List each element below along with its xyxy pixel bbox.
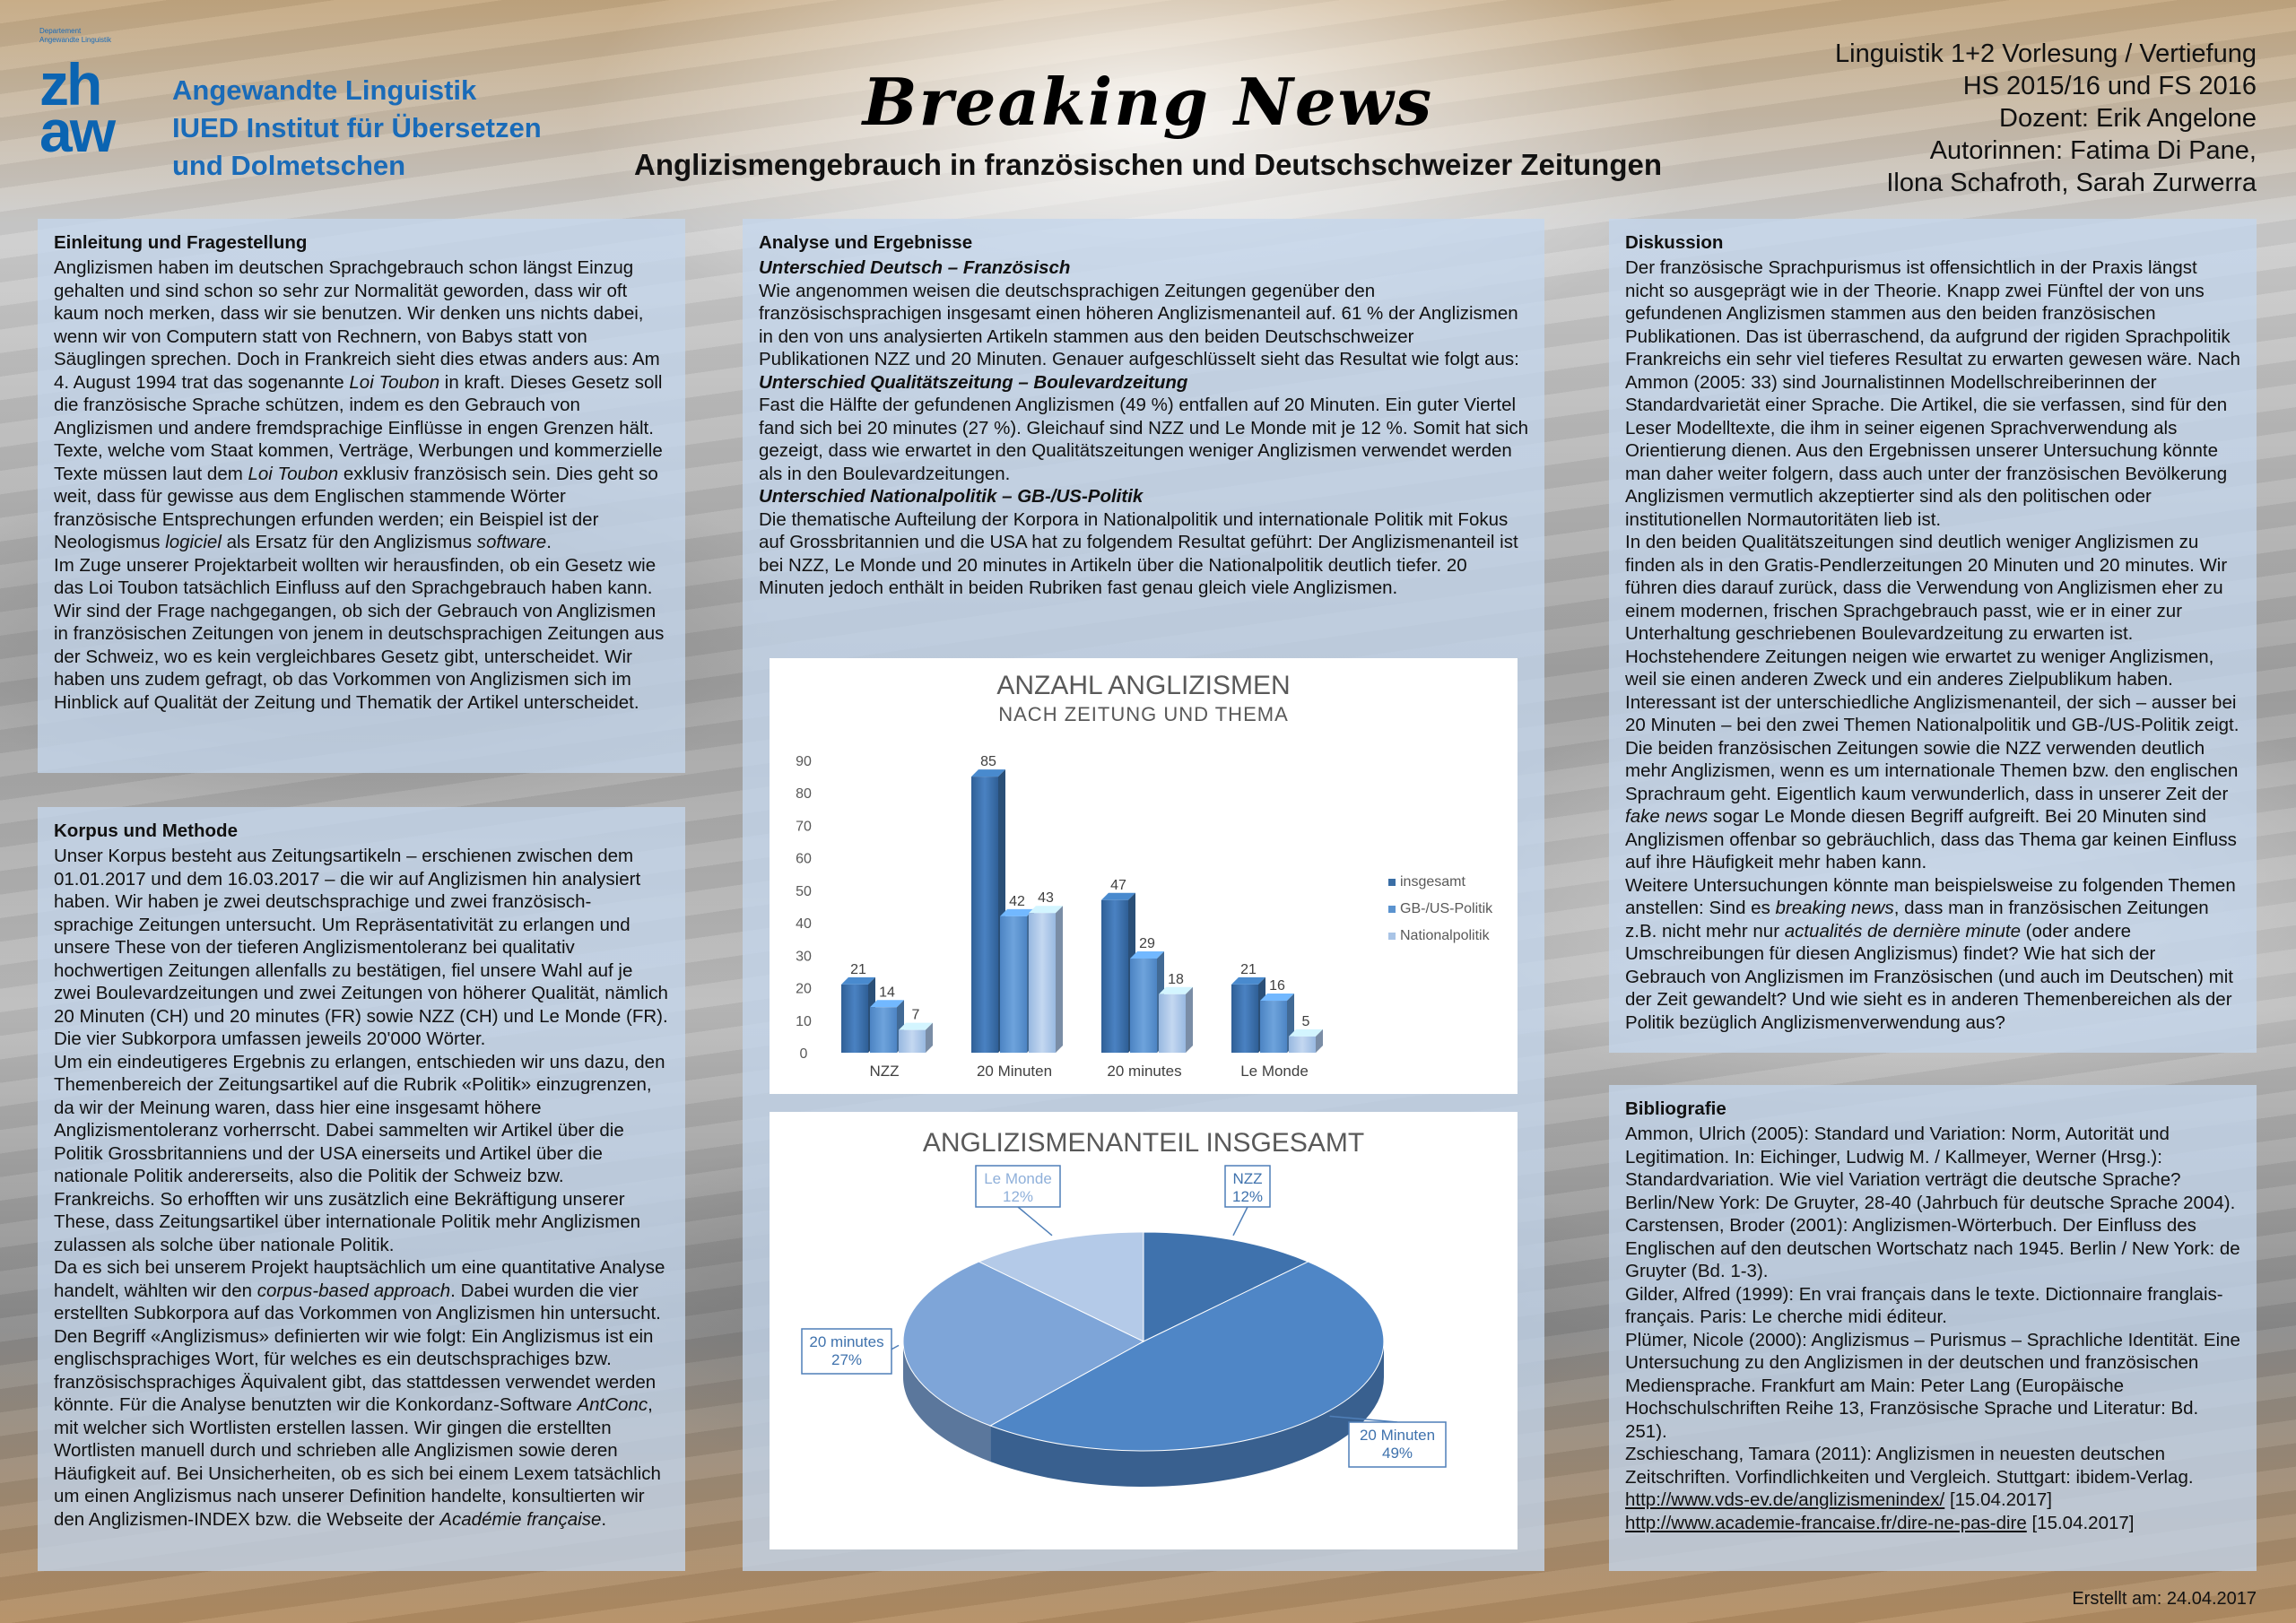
- x-category-label: NZZ: [869, 1063, 900, 1080]
- academie-francaise-link[interactable]: http://www.academie-francaise.fr/dire-ne-pas-dire: [1625, 1512, 2027, 1533]
- bar-front: [1101, 900, 1128, 1053]
- bar-side: [1186, 987, 1193, 1053]
- bar-front: [899, 1030, 926, 1053]
- poster-title: Breaking News: [862, 64, 1434, 140]
- bar-front: [971, 777, 998, 1053]
- y-tick-label: 60: [796, 851, 812, 867]
- bibliography-entry: Zschieschang, Tamara (2011): Anglizismen in neuesten deutschen Zeitschriften. Vorfindlichkeiten und Vergleich. Stuttgart: ibidem-Verlag.: [1625, 1444, 2194, 1488]
- callout-name: NZZ: [1232, 1170, 1263, 1187]
- bar-value-label: 47: [1110, 877, 1126, 893]
- paragraph: Fast die Hälfte der gefundenen Anglizismen (49 %) entfallen auf 20 Minuten. Ein guter Viertel fand sich bei 20 minutes (27 %). Gleichauf sind NZZ und Le Monde mit je 12 %. Somit hat sich gezeigt, dass wie erwartet in den Qualitätszeitungen weniger Anglizismen verwendet werden als in den Boulevardzeitungen.: [759, 395, 1528, 484]
- panel-diskussion: [1609, 219, 2257, 1053]
- bar-front: [841, 985, 868, 1053]
- section-heading: Diskussion: [1625, 232, 1724, 253]
- bar-chart-svg: [770, 658, 1518, 1094]
- callout-percent: 27%: [831, 1351, 863, 1368]
- legend-label: insgesamt: [1400, 874, 1465, 890]
- bibliography-entry: Plümer, Nicole (2000): Anglizismus – Purismus – Sprachliche Identität. Eine Untersuchung zu den Anglizismen in der deutschen und französischen Mediensprache. Frankfurt am Main: Peter Lang (Europäische Hochschulschriften Reihe 13, Französische Sprache und Literatur: Bd. 251).: [1625, 1329, 2240, 1442]
- subsection-heading: Unterschied Deutsch – Französisch: [759, 257, 1071, 278]
- bar: [1289, 1029, 1323, 1053]
- chart-title: ANZAHL ANGLIZISMEN: [996, 671, 1291, 700]
- logo-institute-name: Angewandte Linguistik IUED Institut für Übersetzen und Dolmetschen: [172, 74, 542, 181]
- paragraph: Interessant ist der unterschiedliche Anglizismenanteil, der sich – ausser bei 20 Minuten – bei den zwei Themen Nationalpolitik und GB-/US-Politik zeigt. Die beiden französischen Zeitungen sowie die NZZ verwenden deutlich mehr Anglizismen, wenn es um internationale Themen bzw. den englischen Sprachraum geht. Eigentlich kaum verwunderlich, dass in unserer Zeit der fake news sogar Le Monde diesen Begriff aufgreift. Bei 20 Minuten sind Anglizismen offenbar so gebräuchlich, dass das Thema gar keinen Einfluss auf ihre Häufigkeit mehr haben kann.: [1625, 691, 2239, 872]
- course-info-line: Linguistik 1+2 Vorlesung / Vertiefung: [1835, 39, 2257, 68]
- bibliography-entry: Gilder, Alfred (1999): En vrai français dans le texte. Dictionnaire franglais-français. Paris: Le cherche midi éditeur.: [1625, 1283, 2223, 1327]
- panel-einleitung: [38, 219, 685, 773]
- bar-value-label: 21: [1240, 961, 1257, 977]
- bar-value-label: 5: [1301, 1013, 1310, 1029]
- x-category-label: 20 minutes: [1107, 1063, 1182, 1080]
- callout-percent: 12%: [1002, 1188, 1034, 1205]
- chart-subtitle: NACH ZEITUNG UND THEMA: [998, 703, 1289, 725]
- bar-front: [870, 1007, 897, 1053]
- y-tick-label: 20: [796, 981, 812, 997]
- bar: [1029, 906, 1063, 1053]
- bar-front: [1159, 994, 1186, 1053]
- bar-value-label: 7: [911, 1007, 920, 1023]
- y-tick-label: 50: [796, 883, 812, 899]
- callout-leader: [1018, 1207, 1052, 1236]
- section-heading: Korpus und Methode: [54, 820, 238, 841]
- bar-front: [1000, 916, 1027, 1053]
- bar-front: [1130, 959, 1157, 1053]
- bar-value-label: 16: [1269, 978, 1285, 994]
- chart-title: ANGLIZISMENANTEIL INSGESAMT: [922, 1128, 1365, 1158]
- bar-value-label: 43: [1038, 890, 1054, 907]
- bar-value-label: 18: [1168, 971, 1184, 987]
- y-tick-label: 70: [796, 819, 812, 835]
- callout-name: 20 Minuten: [1359, 1427, 1436, 1444]
- x-category-label: 20 Minuten: [976, 1063, 1053, 1080]
- section-heading: Analyse und Ergebnisse: [759, 232, 973, 253]
- pie-callout: [1225, 1166, 1270, 1236]
- paragraph: Weitere Untersuchungen könnte man beispielsweise zu folgenden Themen anstellen: Sind es breaking news, dass man in französischen Zeitungen z.B. nicht mehr nur actualités de dernière minute (oder andere Umschreibungen für diesen Anglizismus) findet? Wie hat sich der Gebrauch von Anglizismen im Französischen (und auch im Deutschen) mit der Zeit gewandelt? Und wie sieht es in anderen Themenbereichen als der Politik bezüglich Anglizismenverwendung aus?: [1625, 874, 2236, 1033]
- callout-leader: [1233, 1207, 1248, 1236]
- bar-value-label: 29: [1139, 935, 1155, 951]
- paragraph: Anglizismen haben im deutschen Sprachgebrauch schon längst Einzug gehalten und sind schon so sehr zur Normalität geworden, dass wir oft kaum noch merken, dass wir sie benutzen. Wir denken uns nichts dabei, wenn wir von Computern statt von Rechnern, von Babys statt von Säuglingen sprechen. Doch in Frankreich sieht dies etwas anders aus: Am 4. August 1994 trat das sogenannte Loi Toubon in kraft. Dieses Gesetz soll die französische Sprache schützen, indem es den Gebrauch von Anglizismen und andere fremdsprachige Einflüsse in engen Grenzen hält. Texte, welche vom Staat kommen, Verträge, Werbungen und kommerzielle Texte müssen laut dem Loi Toubon exklusiv französisch sein. Dies geht so weit, dass für gewisse aus dem Englischen stammende Wörter französische Entsprechungen erfunden werden; ein Beispiel ist der Neologismus logiciel als Ersatz für den Anglizismus software.: [54, 257, 663, 552]
- paragraph: Der französische Sprachpurismus ist offensichtlich in der Praxis längst nicht so ausgeprägt wie in der Theorie. Knapp zwei Fünftel der von uns gefundenen Anglizismen stammen aus den beiden französischen Publikationen. Das ist überraschend, da aufgrund der rigiden Sprachpolitik Frankreichs ein sehr viel tieferes Resultat zu erwarten gewesen wäre. Nach Ammon (2005: 33) sind Journalistinnen Modellschreiberinnen der Standardvarietät einer Sprache. Die Artikel, die sie verfassen, sind für den Leser Modelltexte, die ihm in seiner eigenen Sprachverwendung als Orientierung dienen. Aus den Ergebnissen unserer Untersuchung könnte man daher weiter folgern, dass auch unter der französischen Bevölkerung Anglizismen vermutlich akzeptierter sind als den politischen oder institutionellen Normautoritäten lieb ist.: [1625, 257, 2240, 530]
- bar-side: [1056, 906, 1063, 1053]
- bar-chart: [770, 658, 1518, 1094]
- callout-percent: 12%: [1231, 1188, 1264, 1205]
- paragraph: Wie angenommen weisen die deutschsprachigen Zeitungen gegenüber den französischsprachigen insgesamt einen höheren Anglizismenanteil auf. 61 % der Anglizismen in den von uns analysierten Artikeln stammen aus den beiden Deutschschweizer Publikationen NZZ und 20 Minuten. Genauer aufgeschlüsselt sieht das Resultat wie folgt aus:: [759, 280, 1519, 369]
- callout-name: 20 minutes: [809, 1333, 884, 1350]
- bar: [1159, 987, 1193, 1053]
- paragraph: Unser Korpus besteht aus Zeitungsartikeln – erschienen zwischen dem 01.01.2017 und dem 16.03.2017 – die wir auf Anglizismen hin analysiert haben. Wir haben je zwei deutschsprachige und zwei französisch-sprachige Zeitungen untersucht. Um Repräsentativität zu erlangen und unsere These von der tieferen Anglizismentoleranz bei qualitativ hochwertigen Zeitungen allenfalls zu bestätigen, fiel unsere Wahl auf je zwei Boulevardzeitungen und zwei Zeitungen von höherer Qualität, nämlich 20 Minuten (CH) und 20 minutes (FR) sowie NZZ (CH) und Le Monde (FR). Die vier Subkorpora umfassen jeweils 20'000 Wörter.: [54, 846, 668, 1049]
- paragraph: Da es sich bei unserem Projekt hauptsächlich um eine quantitative Analyse handelt, wählten wir den corpus-based approach. Dabei wurden die vier erstellten Subkorpora auf das Vorkommen von Anglizismen hin untersucht. Den Begriff «Anglizismus» definierten wir wie folgt: Ein Anglizismus ist ein englischsprachiges Wort, für welches es ein deutschsprachiges bzw. französischsprachiges Äquivalent gibt, das stattdessen verwendet werden könnte. Für die Analyse benutzten wir die Konkordanz-Software AntConc, mit welcher sich Wortlisten erstellen lassen. Wir gingen die erstellten Wortlisten manuell durch und schrieben alle Anglizismen sowie deren Häufigkeit auf. Bei Unsicherheiten, ob es sich bei einem Lexem tatsächlich um einen Anglizismus nach unserer Definition handelte, konsultierten wir den Anglizismen-INDEX bzw. die Webseite der Académie française.: [54, 1257, 665, 1530]
- panel-bibliografie: [1609, 1085, 2257, 1571]
- paragraph: Die thematische Aufteilung der Korpora in Nationalpolitik und internationale Politik mit Fokus auf Grossbritannien und die USA hat zu folgendem Resultat geführt: Der Anglizismenanteil ist bei NZZ, Le Monde und 20 minutes in Artikeln über die Nationalpolitik deutlich tiefer. 20 Minuten jedoch enthält in beiden Rubriken fast genau gleich viele Anglizismen.: [759, 508, 1518, 598]
- bar-value-label: 14: [879, 985, 895, 1001]
- logo-department-text: Departement Angewandte Linguistik: [39, 27, 112, 44]
- legend-label: GB-/US-Politik: [1400, 901, 1493, 916]
- callout-name: Le Monde: [984, 1170, 1052, 1187]
- section-heading: Bibliografie: [1625, 1098, 1726, 1119]
- course-info-line: HS 2015/16 und FS 2016: [1962, 72, 2257, 100]
- subsection-heading: Unterschied Nationalpolitik – GB-/US-Politik: [759, 486, 1144, 507]
- y-tick-label: 40: [796, 916, 812, 933]
- course-info-line: Autorinnen: Fatima Di Pane,: [1929, 136, 2257, 165]
- panel-korpus: [38, 807, 685, 1571]
- pie-chart-svg: [770, 1112, 1518, 1549]
- legend-label: Nationalpolitik: [1400, 928, 1490, 943]
- course-info-line: Ilona Schafroth, Sarah Zurwerra: [1886, 169, 2257, 197]
- subsection-heading: Unterschied Qualitätszeitung – Boulevardzeitung: [759, 371, 1188, 393]
- x-category-label: Le Monde: [1240, 1063, 1309, 1080]
- callout-percent: 49%: [1381, 1445, 1413, 1462]
- logo-zhaw-mark: zh aw: [39, 51, 114, 164]
- y-tick-label: 30: [796, 949, 812, 965]
- pie-chart: [770, 1112, 1518, 1549]
- bibliography-entry: Carstensen, Broder (2001): Anglizismen-Wörterbuch. Der Einfluss des Englischen auf den deutschen Wortschatz nach 1945. Berlin / New York: de Gruyter (Bd. 1-3).: [1625, 1215, 2240, 1281]
- section-heading: Einleitung und Fragestellung: [54, 232, 308, 253]
- bar-front: [1260, 1001, 1287, 1053]
- y-tick-label: 90: [796, 754, 812, 769]
- bar-front: [1289, 1037, 1316, 1053]
- zhaw-logo: [39, 27, 613, 188]
- bar-value-label: 85: [980, 754, 996, 770]
- poster-header: [556, 63, 1740, 183]
- bar-front: [1231, 985, 1258, 1053]
- pie-callout: [802, 1329, 899, 1374]
- y-tick-label: 0: [799, 1046, 808, 1062]
- bar-value-label: 21: [850, 961, 866, 977]
- y-tick-label: 10: [796, 1013, 812, 1029]
- created-date: Erstellt am: 24.04.2017: [2072, 1589, 2257, 1609]
- course-info: [1718, 38, 2257, 199]
- paragraph: Im Zuge unserer Projektarbeit wollten wir herausfinden, ob ein Gesetz wie das Loi Toubon tatsächlich Einfluss auf den Sprachgebrauch haben kann. Wir sind der Frage nachgegangen, ob sich der Gebrauch von Anglizismen in französischen Zeitungen von jenem in deutschsprachigen Zeitungen aus der Schweiz, wo es kein vergleichbares Gesetz gibt, unterscheidet. Wir haben uns zudem gefragt, ob das Vorkommen von Anglizismen sich im Hinblick auf Qualität der Zeitung und Thematik der Artikel unterscheidet.: [54, 554, 665, 713]
- legend-swatch: [1388, 933, 1396, 940]
- bibliography-entry: Ammon, Ulrich (2005): Standard und Variation: Norm, Autorität und Legitimation. In: Eichinger, Ludwig M. / Kallmeyer, Werner (Hrsg.): Standardvariation. Wie viel Variation verträgt die deutsche Sprache? Berlin/New York: De Gruyter, 28-40 (Jahrbuch für deutsche Sprache 2004).: [1625, 1124, 2236, 1213]
- bar-value-label: 42: [1009, 893, 1025, 909]
- poster-subtitle: Anglizismengebrauch in französischen und Deutschschweizer Zeitungen: [633, 148, 1663, 181]
- bar: [899, 1023, 933, 1053]
- bibliography-entry: http://www.academie-francaise.fr/dire-ne-pas-dire [15.04.2017]: [1625, 1512, 2135, 1533]
- paragraph: Um ein eindeutigeres Ergebnis zu erlangen, entschieden wir uns dazu, den Themenbereich der Zeitungsartikel auf die Rubrik «Politik» einzugrenzen, da wir der Meinung waren, dass hier eine insgesamt höhere Anglizismentoleranz vorherrscht. Dabei sammelten wir Artikel über die Politik Grossbritanniens und der USA einerseits und Artikel über die nationale Politik andererseits, also die Politik der Schweiz bzw. Frankreichs. So erhofften wir uns zusätzlich eine Bekräftigung unserer These, dass Zeitungsartikel über internationale Politik mehr Anglizismen zulassen als solche über nationale Politik.: [54, 1051, 665, 1255]
- y-tick-label: 80: [796, 786, 812, 803]
- legend-swatch: [1388, 906, 1396, 913]
- bibliography-entry: http://www.vds-ev.de/anglizismenindex/ [15.04.2017]: [1625, 1489, 2052, 1510]
- vds-anglizismenindex-link[interactable]: http://www.vds-ev.de/anglizismenindex/: [1625, 1489, 1945, 1510]
- pie-callout: [976, 1166, 1060, 1236]
- legend-swatch: [1388, 879, 1396, 886]
- course-info-line: Dozent: Erik Angelone: [1999, 104, 2257, 133]
- bar-front: [1029, 913, 1056, 1053]
- paragraph: In den beiden Qualitätszeitungen sind deutlich weniger Anglizismen zu finden als in den Gratis-Pendlerzeitungen 20 Minuten und 20 minutes. Wir führen dies darauf zurück, dass die Verwendung von Anglizismen eher zu einem modernen, frischen Sprachgebrauch passt, wie er in einer zur Unterhaltung geschriebenen Boulevardzeitung zu erwarten ist. Hochstehendere Zeitungen neigen wie erwartet zu weniger Anglizismen, weil sie einen anderen Zweck und ein anderes Zielpublikum haben.: [1625, 532, 2228, 690]
